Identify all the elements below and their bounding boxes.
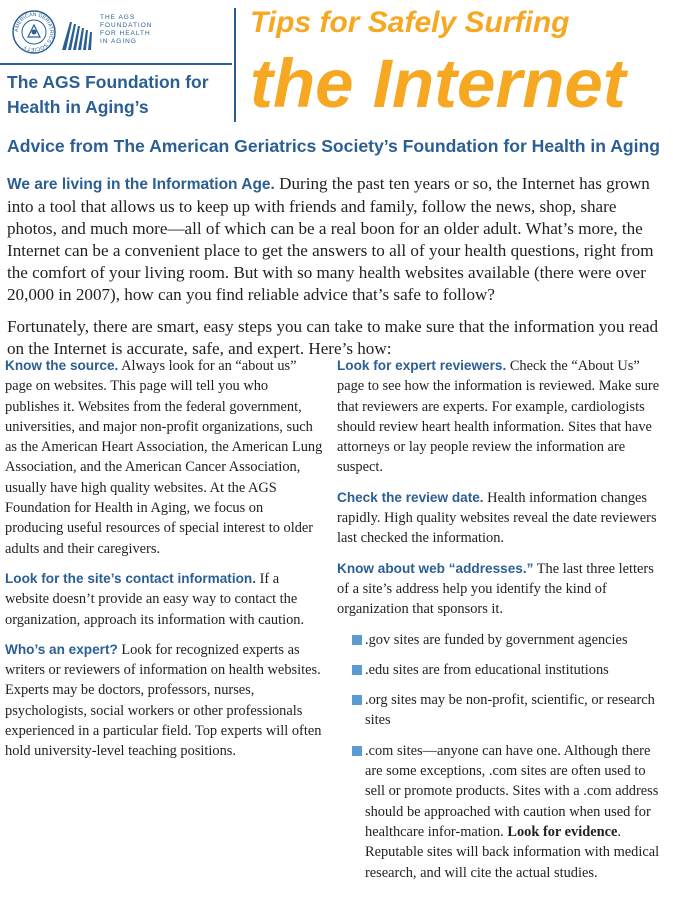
subtitle: Advice from The American Geriatrics Society’s Foundation for Health in Aging	[7, 136, 661, 156]
intro-paragraph-2: Fortunately, there are smart, easy steps you can take to make sure that the information you read on the Internet is accurate, safe, and expert. Here’s how:	[7, 317, 659, 358]
section-heading: Look for the site’s contact information.	[5, 570, 256, 586]
title-line-2: the Internet	[250, 45, 626, 122]
look-for-evidence: Look for evidence	[507, 823, 618, 840]
list-item-com: .com sites—anyone can have one. Although there are some exceptions, .com sites are often used to sell or promote products. Sites with a .com address should be approached with caution when used for healthcare infor-mation. Look for evidence. Reputable sites will back information with medical research, and will cite the actual studies.	[352, 741, 669, 883]
ags-seal-logo	[12, 10, 56, 54]
section-whos-expert: Who’s an expert? Look for recognized experts as writers or reviewers of information on health websites. Experts may be doctors, professors, nurses, psychologists, social workers or other professionals experienced in a particular field. Top experts will often hold university-level teaching positions.	[5, 641, 322, 760]
section-heading: Who’s an expert?	[5, 641, 118, 657]
intro-paragraph-1: We are living in the Information Age. During the past ten years or so, the Internet has grown into a tool that allows us to keep up with friends and family, follow the news, shop, share photos, and much more—all of which can be a real boon for an older adult. What’s more, the Internet can be a convenient place to get the answers to all of your health questions, right from the comfort of your living room. But with so many health websites available (there were over 20,000 in 2007), how can you find reliable advice that’s safe to follow?	[7, 174, 654, 304]
list-item-org: .org sites may be non-profit, scientific, or research sites	[352, 690, 669, 731]
foundation-mark-icon	[58, 14, 98, 54]
header-divider-horizontal	[0, 63, 232, 65]
section-contact-info: Look for the site’s contact information. If a website doesn’t provide an easy way to contact the organization, approach its information with caution.	[5, 570, 305, 628]
section-heading: Know the source.	[5, 358, 119, 373]
list-item-edu: .edu sites are from educational institutions	[352, 660, 669, 680]
domain-list	[337, 630, 669, 883]
intro-lead: We are living in the Information Age.	[7, 176, 275, 193]
page-header	[0, 0, 673, 130]
section-know-source: Know the source. Always look for an “about us” page on websites. This page will tell you who publishes it. Websites from the federal government, universities, and major non-profit organizations, such as the American Heart Association, the American Lung Association, and the American Cancer Association, usually have high quality websites. At the AGS Foundation for Health in Aging, we focus on producing useful resources of special interest to older adults and their caregivers.	[5, 358, 323, 557]
bullet-square-icon	[352, 665, 362, 675]
foundation-logo-text: THE AGS FOUNDATION FOR HEALTH IN AGING	[100, 14, 153, 45]
section-expert-reviewers: Look for expert reviewers. Check the “About Us” page to see how the information is reviewed. Make sure that reviewers are experts. For example, cardiologists should review heart health information. Sites that have attorneys or lay people review the information are suspect.	[337, 358, 660, 476]
left-column	[5, 356, 323, 772]
bullet-square-icon	[352, 695, 362, 705]
foundation-name: The AGS Foundation for Health in Aging’s	[7, 72, 209, 117]
right-column	[337, 356, 669, 893]
title-line-1: Tips for Safely Surfing	[250, 6, 570, 39]
section-heading: Look for expert reviewers.	[337, 358, 507, 373]
seal-text: AMERICAN GERIATRICS SOCIETY	[13, 11, 55, 53]
section-heading: Know about web “addresses.”	[337, 560, 534, 576]
intro	[7, 173, 665, 370]
foundation-logo	[58, 14, 198, 54]
bullet-square-icon	[352, 746, 362, 756]
section-web-addresses: Know about web “addresses.” The last three letters of a site’s address help you identify the kind of organization that sponsors it.	[337, 560, 654, 618]
section-heading: Check the review date.	[337, 489, 484, 505]
bullet-square-icon	[352, 635, 362, 645]
header-divider-vertical	[234, 8, 236, 122]
list-item-gov: .gov sites are funded by government agencies	[352, 630, 669, 650]
section-review-date: Check the review date. Health information changes rapidly. High quality websites reveal the date reviewers last checked the information.	[337, 489, 657, 547]
